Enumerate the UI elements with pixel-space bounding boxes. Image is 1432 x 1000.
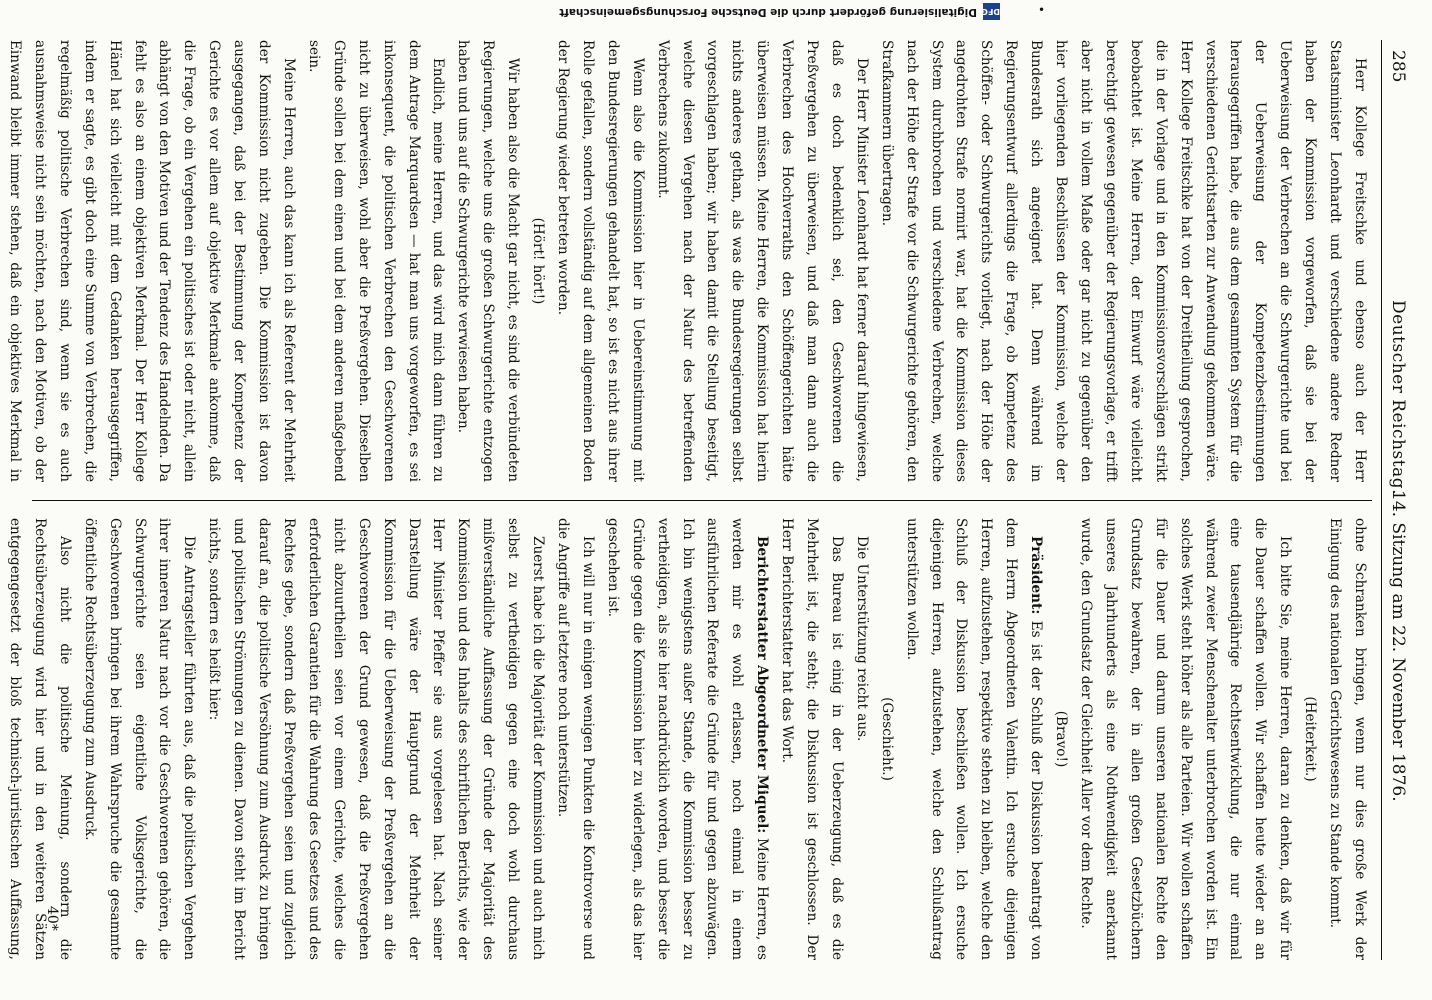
column-separator [32, 500, 1372, 501]
paragraph: Ich will nur in einigen wenigen Punkten die Kontroverse und die Angriffe auf letztere noch unterstützen. [555, 518, 596, 960]
paragraph: Herr Kollege Freitschke und ebenso auch der Herr Staatsminister Leonhardt und verschiedene andere Redner haben der Kommission vorgeworfen, daß sie bei der Ueberweisung der Verbrechen an die Schwurgerichte und bei der Ueberweisung der Kompetenzbestimmungen herausgegriffen habe, die aus dem gesammten System für die verschiedenen Gerichtsarten zur Anwendung gekommen wäre. Herr Kollege Freitschke hat von der Dreitheilung gesprochen, die in der Vorlage und in den Kommissionsvorschlägen strikt beobachtet ist. Meine Herren, der Einwurf wäre vielleicht berechtigt gewesen gegenüber der Regierungsvorlage, er trifft aber nicht in vollem Maße oder gar nicht zu gegenüber den hier vorliegenden Beschlüssen der Kommission, welche der Bundesrath sich angeeignet hat. Denn während im Regierungsentwurf allerdings die Frage, ob Kompetenz des Schöffen- oder Schwurgerichts vorliegt, nach der Höhe der angedrohten Strafe normirt war, hat die Kommission dieses System durchbrochen und verschiedene Verbrechen, welche nach der Höhe der Strafe vor die Schwurgerichte gehören, den Strafkammern übertragen. [878, 40, 1368, 482]
paragraph [600, 518, 774, 960]
page-number: 285 [1388, 50, 1408, 83]
running-title: Deutscher Reichstag. [1388, 300, 1408, 495]
paragraph: Der Herr Minister Leonhardt hat ferner darauf hingewiesen, daß es doch bedenklich sei, den Geschworenen die Preßvergehen zu überweisen, und daß man dann auch die Verbrechen des Hochverraths den Schöffengerichten hätte überweisen müssen. Meine Herren, die Kommission hat hierin nichts anderes gethan, als was die Bundesregierungen selbst vorgeschlagen haben; wir haben damit die Stellung beseitigt, welche diesen Vergehen nach der Natur des betreffenden Verbrechens zukommt. [654, 40, 870, 482]
paragraph: ohne Schranken bringen, wenn nur dies große Werk der Einigung des nationalen Gerichtswesens zu Stande kommt. [1327, 518, 1368, 960]
right-text-column [0, 518, 1372, 960]
paragraph [899, 518, 1048, 960]
speech-text: Meine Herren, es werden mir es wohl erlassen, noch einmal in einem ausführlichen Referate die Gründe für und gegen abzuwägen. Ich bin wenigstens außer Stande, die Kommission besser zu vertheidigen, als sie hier nachdrücklich worden, und besser die Gründe gegen die Kommission hier zu widerlegen, als das hier geschehen ist. [604, 518, 771, 960]
interjection: (Geschieht.) [878, 697, 895, 781]
paragraph: Endlich, meine Herren, und das wird mich dann führen zu dem Antrage Marquardsen — hat man uns vorgeworfen, es sei inkonsequent, die politischen Verbrechen den Geschworenen nicht zu überweisen, wohl aber die Preßvergehen. Dieselben Gründe sollen bei dem einen und bei dem anderen maßgebend sein. [305, 40, 447, 482]
paragraph: Die Antragsteller führten aus, daß die politischen Vergehen ihrer inneren Natur nach vor die Geschworenen gehören, die Schwurgerichte seien eigentliche Volksgerichte, die Geschworenen bringen bei ihrem Wahrspruche die gesammte öffentliche Rechtsüberzeugung zum Ausdruck. [81, 518, 198, 960]
digitization-credit [0, 0, 1000, 26]
credit-text: Digitalisierung gefördert durch die Deutsche Forschungsgemeinschaft [559, 6, 977, 18]
page-header [1384, 0, 1408, 1000]
dfg-logo: DFG [983, 4, 1000, 21]
left-text-column [0, 40, 1372, 482]
interjection: (Bravo!) [1053, 710, 1070, 768]
paragraph: Ich bitte Sie, meine Herren, daran zu denken, daß wir für die Dauer schaffen wollen. Wir schaffen heute wieder an an eine tausendjährige Rechtsentwicklung, die nur einmal während zweier Menschenalter unterbrochen worden ist. Ein solches Werk steht höher als alle Parteien. Wir wollen schaffen für die Dauer und darum unseren nationalen Rechte den Grundsatz bewahren, der in allen großen Gesetzbüchern unseres Jahrhunderts als eine Nothwendigkeit anerkannt wurde, den Grundsatz der Gleichheit Aller vor dem Rechte. [1078, 518, 1294, 960]
interjection: (Heiterkeit.) [1302, 696, 1319, 782]
speaker-name: Berichterstatter Abgeordneter Miquel: [754, 536, 771, 834]
scan-mark: • [1038, 3, 1046, 17]
paragraph: Also nicht die politische Meinung, sondern die Rechtsüberzeugung wird hier und in den weiteren Sätzen entgegengesetzt der bloß technisch-juristischen Auffassung, [7, 518, 73, 960]
paragraph: Zuerst habe ich die Majorität der Kommission und auch mich selbst zu vertheidigen gegen eine doch wohl durchaus mißverständliche Auffassung der Gründe der Majorität des Kommission und des Inhalts des schriftlichen Berichts, wie der Herr Minister Pfeffer sie aus vorgelesen hat. Nach seiner Darstellung wäre der Hauptgrund der Mehrheit der Kommission für die Ueberweisung der Preßvergehen an die Geschworenen der Grund gewesen, daß die Preßvergehen nicht abzuurtheilen seien vor einem Gerichte, welches die erforderlichen Garantien für die Wahrung des Gesetzes und des Rechtes gebe, sondern daß Preßvergehen seien und zugleich darauf an, die politische Versöhnung zum Ausdruck zu bringen und politischen Strömungen zu dienen. Davon steht im Bericht nichts, sondern es heißt hier: [206, 518, 547, 960]
paragraph: Die Unterstützung reicht aus. [853, 536, 870, 742]
paragraph: Meine Herren, auch das kann ich als Referent der Mehrheit der Kommission nicht zugeben. Die Kommission ist davon ausgegangen, daß bei der Bestimmung der Kompetenz der Gerichte es vor allem auf objektive Merkmale ankomme, daß die Frage, ob ein Vergehen ein politisches ist oder nicht, allein abhängt von den Motiven und der Tendenz des Handelnden. Da fehlt es also an einem objektiven Merkmal. Der Herr Kollege Hänel hat sich vielleicht mit dem Gedanken herausgegriffen, indem er sagte, es gibt doch eine Summe von Verbrechen, die regelmäßig politische Verbrechen sind, wenn sie es auch ausnahmsweise nicht sein möchten, nach den Motiven, ob der Einwand bleibt immer stehen, daß ein objektives Merkmal in [7, 40, 298, 482]
speaker-name: Präsident: [1028, 536, 1045, 615]
speech-text: Es ist der Schluß der Diskussion beantragt von dem Herrn Abgeordneten Valentin. Ich ersuche diejenigen Herren, aufzustehen, respektive stehen zu bleiben, welche den Schluß der Diskussion beschließen wollen. Ich ersuche diejenigen Herren, aufzustehen, welche den Schlußantrag unterstützen wollen. [903, 518, 1045, 960]
header-rule [1381, 40, 1382, 960]
interjection: (Hört! hört!) [530, 217, 547, 305]
sheet-signature: 40* [44, 906, 60, 931]
paragraph: Wenn also die Kommission hier in Uebereinstimmung mit den Bundesregierungen gehandelt hat, so ist es nicht aus ihrer Rolle gefallen, sondern vollständig auf dem allgemeinen Boden der Regierung wieder betreten worden. [555, 40, 646, 482]
paragraph: Das Bureau ist einig in der Ueberzeugung, daß es die Mehrheit ist, die steht; die Diskussion ist geschlossen. Der Herr Berichterstatter hat das Wort. [779, 518, 845, 960]
paragraph: Wir haben also die Macht gar nicht, es sind die verbündeten Regierungen, welche uns die großen Schwurgerichte entzogen haben und uns auf die Schwurgerichte verwiesen haben. [455, 40, 522, 482]
session-date: 14. Sitzung am 22. November 1876. [1388, 490, 1408, 802]
